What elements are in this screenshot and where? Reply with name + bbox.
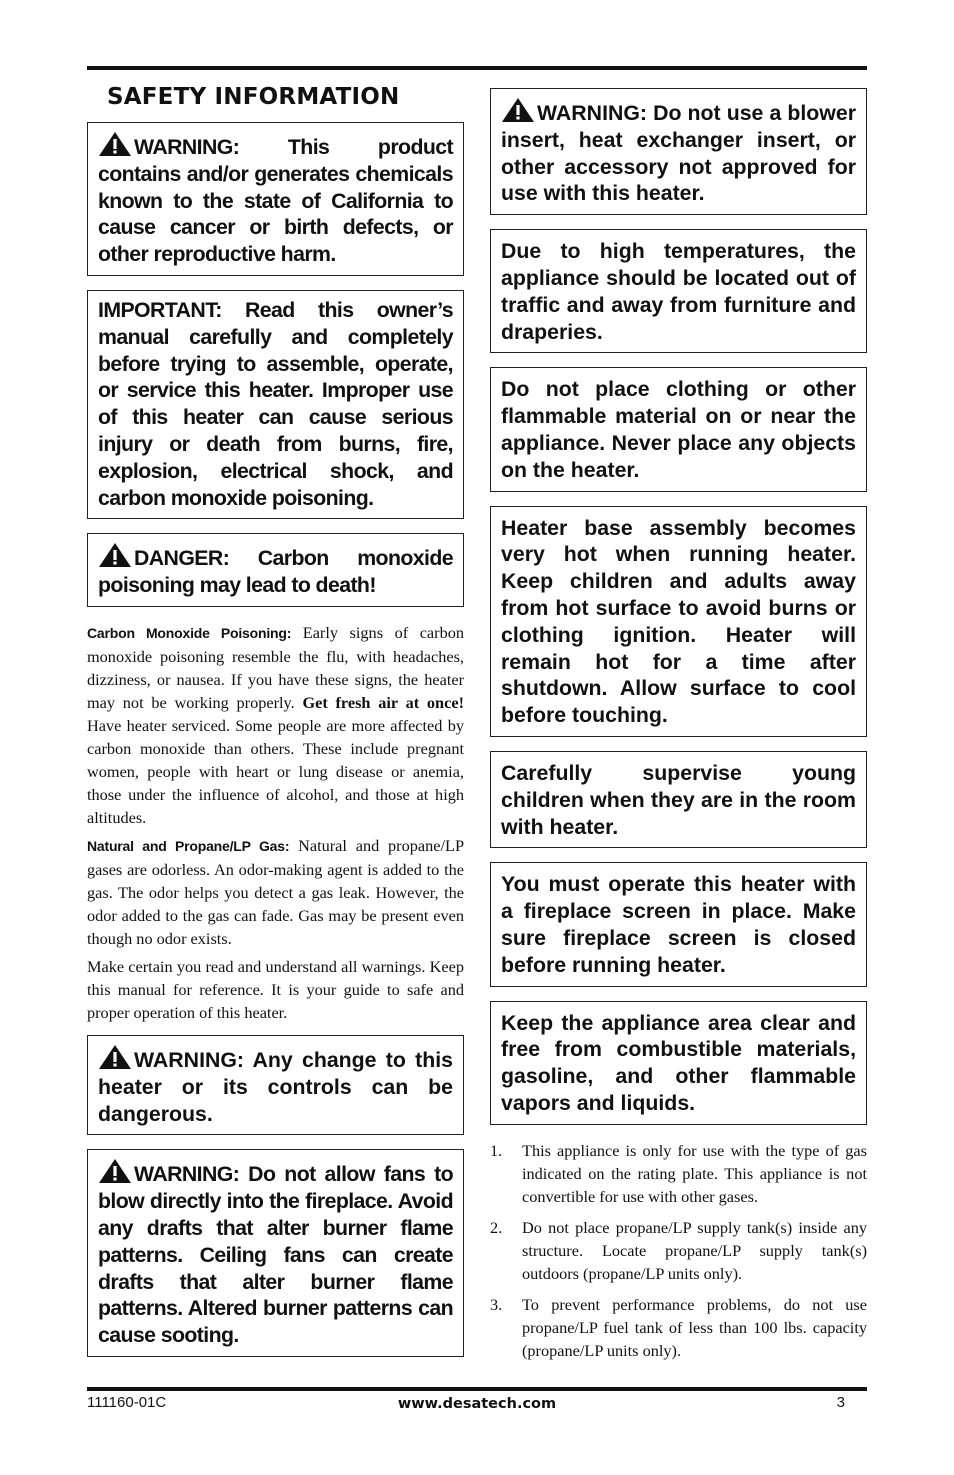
co-poisoning-lead: Carbon Monoxide Poisoning: xyxy=(87,624,292,641)
danger-text: DANGER: Carbon monoxide poisoning may lead to death! xyxy=(98,546,453,598)
co-poisoning-bold: Get fresh air at once! xyxy=(302,692,464,712)
hot-base-warning-text: Heater base assembly becomes very hot when running heater. Keep children and adults away from hot surface to avoid burns or clothing ignition. Heater will remain hot for a time after shutdown. Allow surface to cool before touching. xyxy=(501,515,856,728)
website-link[interactable]: www.desatech.com xyxy=(397,1396,557,1412)
page-number: 3 xyxy=(836,1394,845,1411)
blower-warning-box xyxy=(490,88,867,215)
change-warning-box xyxy=(87,1035,464,1135)
important-notice-text: IMPORTANT: Read this owner’s manual carefully and completely before trying to assemble, operate, or service this heater. Improper use of this heater can cause serious injury or death from burns, fire, explosion, electrical shock, and carbon monoxide poisoning. xyxy=(98,297,453,510)
page-footer xyxy=(87,1394,867,1418)
co-poisoning-paragraph xyxy=(87,621,464,829)
list-item-text: Do not place propane/LP supply tank(s) inside any structure. Locate propane/LP supply tank(s) outdoors (propane/LP units only). xyxy=(522,1217,867,1283)
fans-warning-box xyxy=(87,1149,464,1357)
numbered-list xyxy=(490,1139,867,1362)
warning-triangle-icon xyxy=(98,1044,132,1070)
prop65-warning-box xyxy=(87,122,464,276)
top-rule xyxy=(87,66,867,70)
bottom-rule xyxy=(87,1387,867,1391)
high-temperature-text: Due to high temperatures, the appliance should be located out of traffic and away from furniture and draperies. xyxy=(501,239,856,344)
clothing-warning-box xyxy=(490,367,867,491)
section-heading: SAFETY INFORMATION xyxy=(107,84,400,110)
prop65-warning-text: WARNING: This product contains and/or generates chemicals known to the state of California to cause cancer or birth defects, or other reproductive harm. xyxy=(98,135,453,267)
co-poisoning-text-1: Early signs of carbon monoxide poisoning resemble the flu, with headaches, dizziness, or nausea. If you have these signs, the heater may not be working properly. xyxy=(87,622,464,712)
list-item-number: 1. xyxy=(490,1140,503,1160)
list-item-text: This appliance is only for use with the type of gas indicated on the rating plate. This appliance is not convertible for use with other gases. xyxy=(522,1140,867,1206)
important-notice-box xyxy=(87,290,464,519)
fireplace-screen-box xyxy=(490,862,867,986)
hot-base-warning-box xyxy=(490,506,867,737)
list-item-number: 3. xyxy=(490,1294,503,1314)
gas-lead: Natural and Propane/LP Gas: xyxy=(87,837,290,854)
left-column xyxy=(87,82,464,1371)
fireplace-screen-text: You must operate this heater with a fireplace screen in place. Make sure fireplace screen is closed before running heater. xyxy=(501,872,856,977)
blower-warning-text: WARNING: Do not use a blower insert, heat exchanger insert, or other accessory not approved for use with this heater. xyxy=(501,101,856,206)
warning-triangle-icon xyxy=(98,131,132,157)
change-warning-text: WARNING: Any change to this heater or its controls can be dangerous. xyxy=(98,1047,453,1126)
list-item xyxy=(490,1216,867,1285)
supervise-children-box xyxy=(490,751,867,848)
keep-area-clear-text: Keep the appliance area clear and free from combustible materials, gasoline, and other flammable vapors and liquids. xyxy=(501,1010,856,1115)
document-number: 111160-01C xyxy=(87,1394,167,1411)
keep-area-clear-box xyxy=(490,1001,867,1125)
right-column xyxy=(490,88,867,1370)
clothing-warning-text: Do not place clothing or other flammable material on or near the appliance. Never place any objects on the heater. xyxy=(501,377,856,482)
list-item-number: 2. xyxy=(490,1217,503,1237)
list-item-text: To prevent performance problems, do not use propane/LP fuel tank of less than 100 lbs. capacity (propane/LP units only). xyxy=(522,1294,867,1360)
warning-triangle-icon xyxy=(501,97,535,123)
list-item xyxy=(490,1139,867,1208)
gas-paragraph xyxy=(87,834,464,950)
co-poisoning-text-2: Have heater serviced. Some people are more affected by carbon monoxide than others. These include pregnant women, people with heart or lung disease or anemia, those under the influence of alcohol, and those at high altitudes. xyxy=(87,715,464,827)
warning-triangle-icon xyxy=(98,1158,132,1184)
danger-box xyxy=(87,533,464,607)
warning-triangle-icon xyxy=(98,542,132,568)
fans-warning-text: WARNING: Do not allow fans to blow directly into the fireplace. Avoid any drafts that alter burner flame patterns. Ceiling fans can create drafts that alter burner flame patterns. Altered burner patterns can cause sooting. xyxy=(98,1162,453,1348)
read-warnings-paragraph: Make certain you read and understand all warnings. Keep this manual for reference. It is your guide to safe and proper operation of this heater. xyxy=(87,956,464,1022)
high-temperature-box xyxy=(490,229,867,353)
gas-text: Natural and propane/LP gases are odorless. An odor-making agent is added to the gas. The odor helps you detect a gas leak. However, the odor added to the gas can fade. Gas may be present even though no odor exists. xyxy=(87,835,464,948)
supervise-children-text: Carefully supervise young children when they are in the room with heater. xyxy=(501,760,856,839)
list-item xyxy=(490,1293,867,1362)
